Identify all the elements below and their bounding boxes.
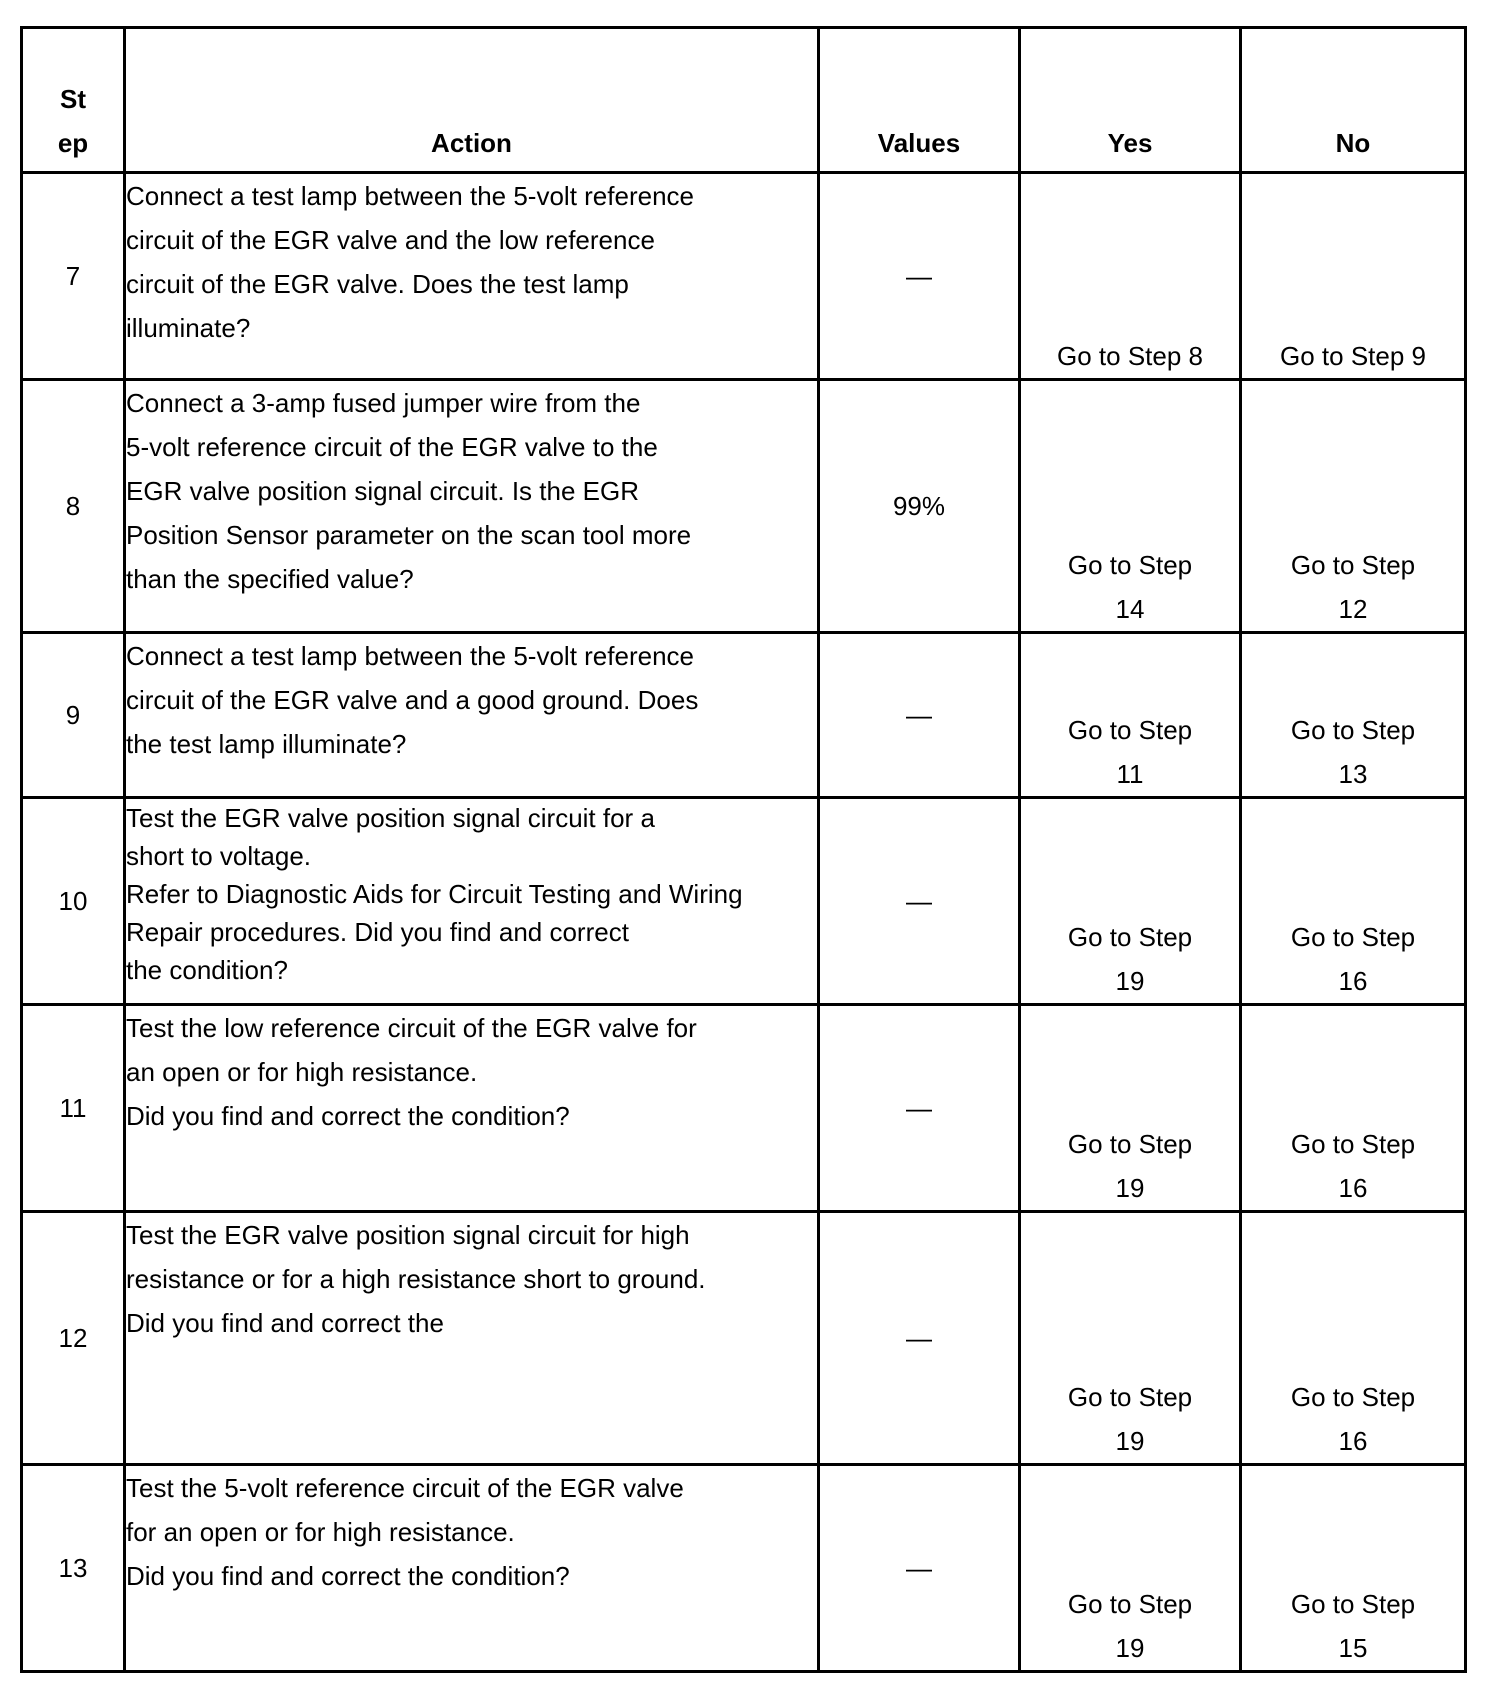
yes-result: Go to Step 19 (1020, 1005, 1241, 1212)
yes-result: Go to Step 14 (1020, 380, 1241, 633)
step-number: 11 (22, 1005, 125, 1212)
value-cell: — (819, 1005, 1020, 1212)
no-result: Go to Step 16 (1241, 798, 1466, 1005)
yes-result: Go to Step 19 (1020, 798, 1241, 1005)
yes-result: Go to Step 19 (1020, 1465, 1241, 1672)
action-text: Connect a 3-amp fused jumper wire from the 5-volt reference circuit of the EGR valve to the EGR valve position signal circuit. Is the EGR Position Sensor parameter on the scan tool more than the specified value? (125, 380, 819, 633)
table-row (22, 1005, 1466, 1212)
value-cell: — (819, 1465, 1020, 1672)
value-cell: — (819, 1212, 1020, 1465)
header-step: St ep (22, 28, 125, 173)
header-action: Action (125, 28, 819, 173)
no-result: Go to Step 12 (1241, 380, 1466, 633)
no-result: Go to Step 16 (1241, 1212, 1466, 1465)
yes-result: Go to Step 19 (1020, 1212, 1241, 1465)
action-text: Test the EGR valve position signal circuit for a short to voltage. Refer to Diagnostic Aids for Circuit Testing and Wiring Repair procedures. Did you find and correct the condition? (125, 798, 819, 1005)
value-cell: — (819, 798, 1020, 1005)
header-yes: Yes (1020, 28, 1241, 173)
no-result: Go to Step 15 (1241, 1465, 1466, 1672)
yes-result: Go to Step 11 (1020, 633, 1241, 798)
table-row (22, 380, 1466, 633)
yes-result: Go to Step 8 (1020, 173, 1241, 380)
table-row (22, 1465, 1466, 1672)
no-result: Go to Step 16 (1241, 1005, 1466, 1212)
action-text: Connect a test lamp between the 5-volt reference circuit of the EGR valve and a good ground. Does the test lamp illuminate? (125, 633, 819, 798)
table-row (22, 173, 1466, 380)
step-number: 8 (22, 380, 125, 633)
step-number: 12 (22, 1212, 125, 1465)
step-number: 9 (22, 633, 125, 798)
header-values: Values (819, 28, 1020, 173)
table-row (22, 633, 1466, 798)
value-cell: 99% (819, 380, 1020, 633)
header-no: No (1241, 28, 1466, 173)
action-text: Connect a test lamp between the 5-volt reference circuit of the EGR valve and the low reference circuit of the EGR valve. Does the test lamp illuminate? (125, 173, 819, 380)
diagnostic-table (20, 26, 1467, 1673)
step-number: 10 (22, 798, 125, 1005)
table-row (22, 1212, 1466, 1465)
action-text: Test the low reference circuit of the EGR valve for an open or for high resistance. Did you find and correct the condition? (125, 1005, 819, 1212)
value-cell: — (819, 633, 1020, 798)
no-result: Go to Step 13 (1241, 633, 1466, 798)
action-text: Test the 5-volt reference circuit of the EGR valve for an open or for high resistance. Did you find and correct the condition? (125, 1465, 819, 1672)
header-row (22, 28, 1466, 173)
no-result: Go to Step 9 (1241, 173, 1466, 380)
table-row (22, 798, 1466, 1005)
value-cell: — (819, 173, 1020, 380)
step-number: 7 (22, 173, 125, 380)
step-number: 13 (22, 1465, 125, 1672)
action-text: Test the EGR valve position signal circuit for high resistance or for a high resistance short to ground. Did you find and correct the (125, 1212, 819, 1465)
